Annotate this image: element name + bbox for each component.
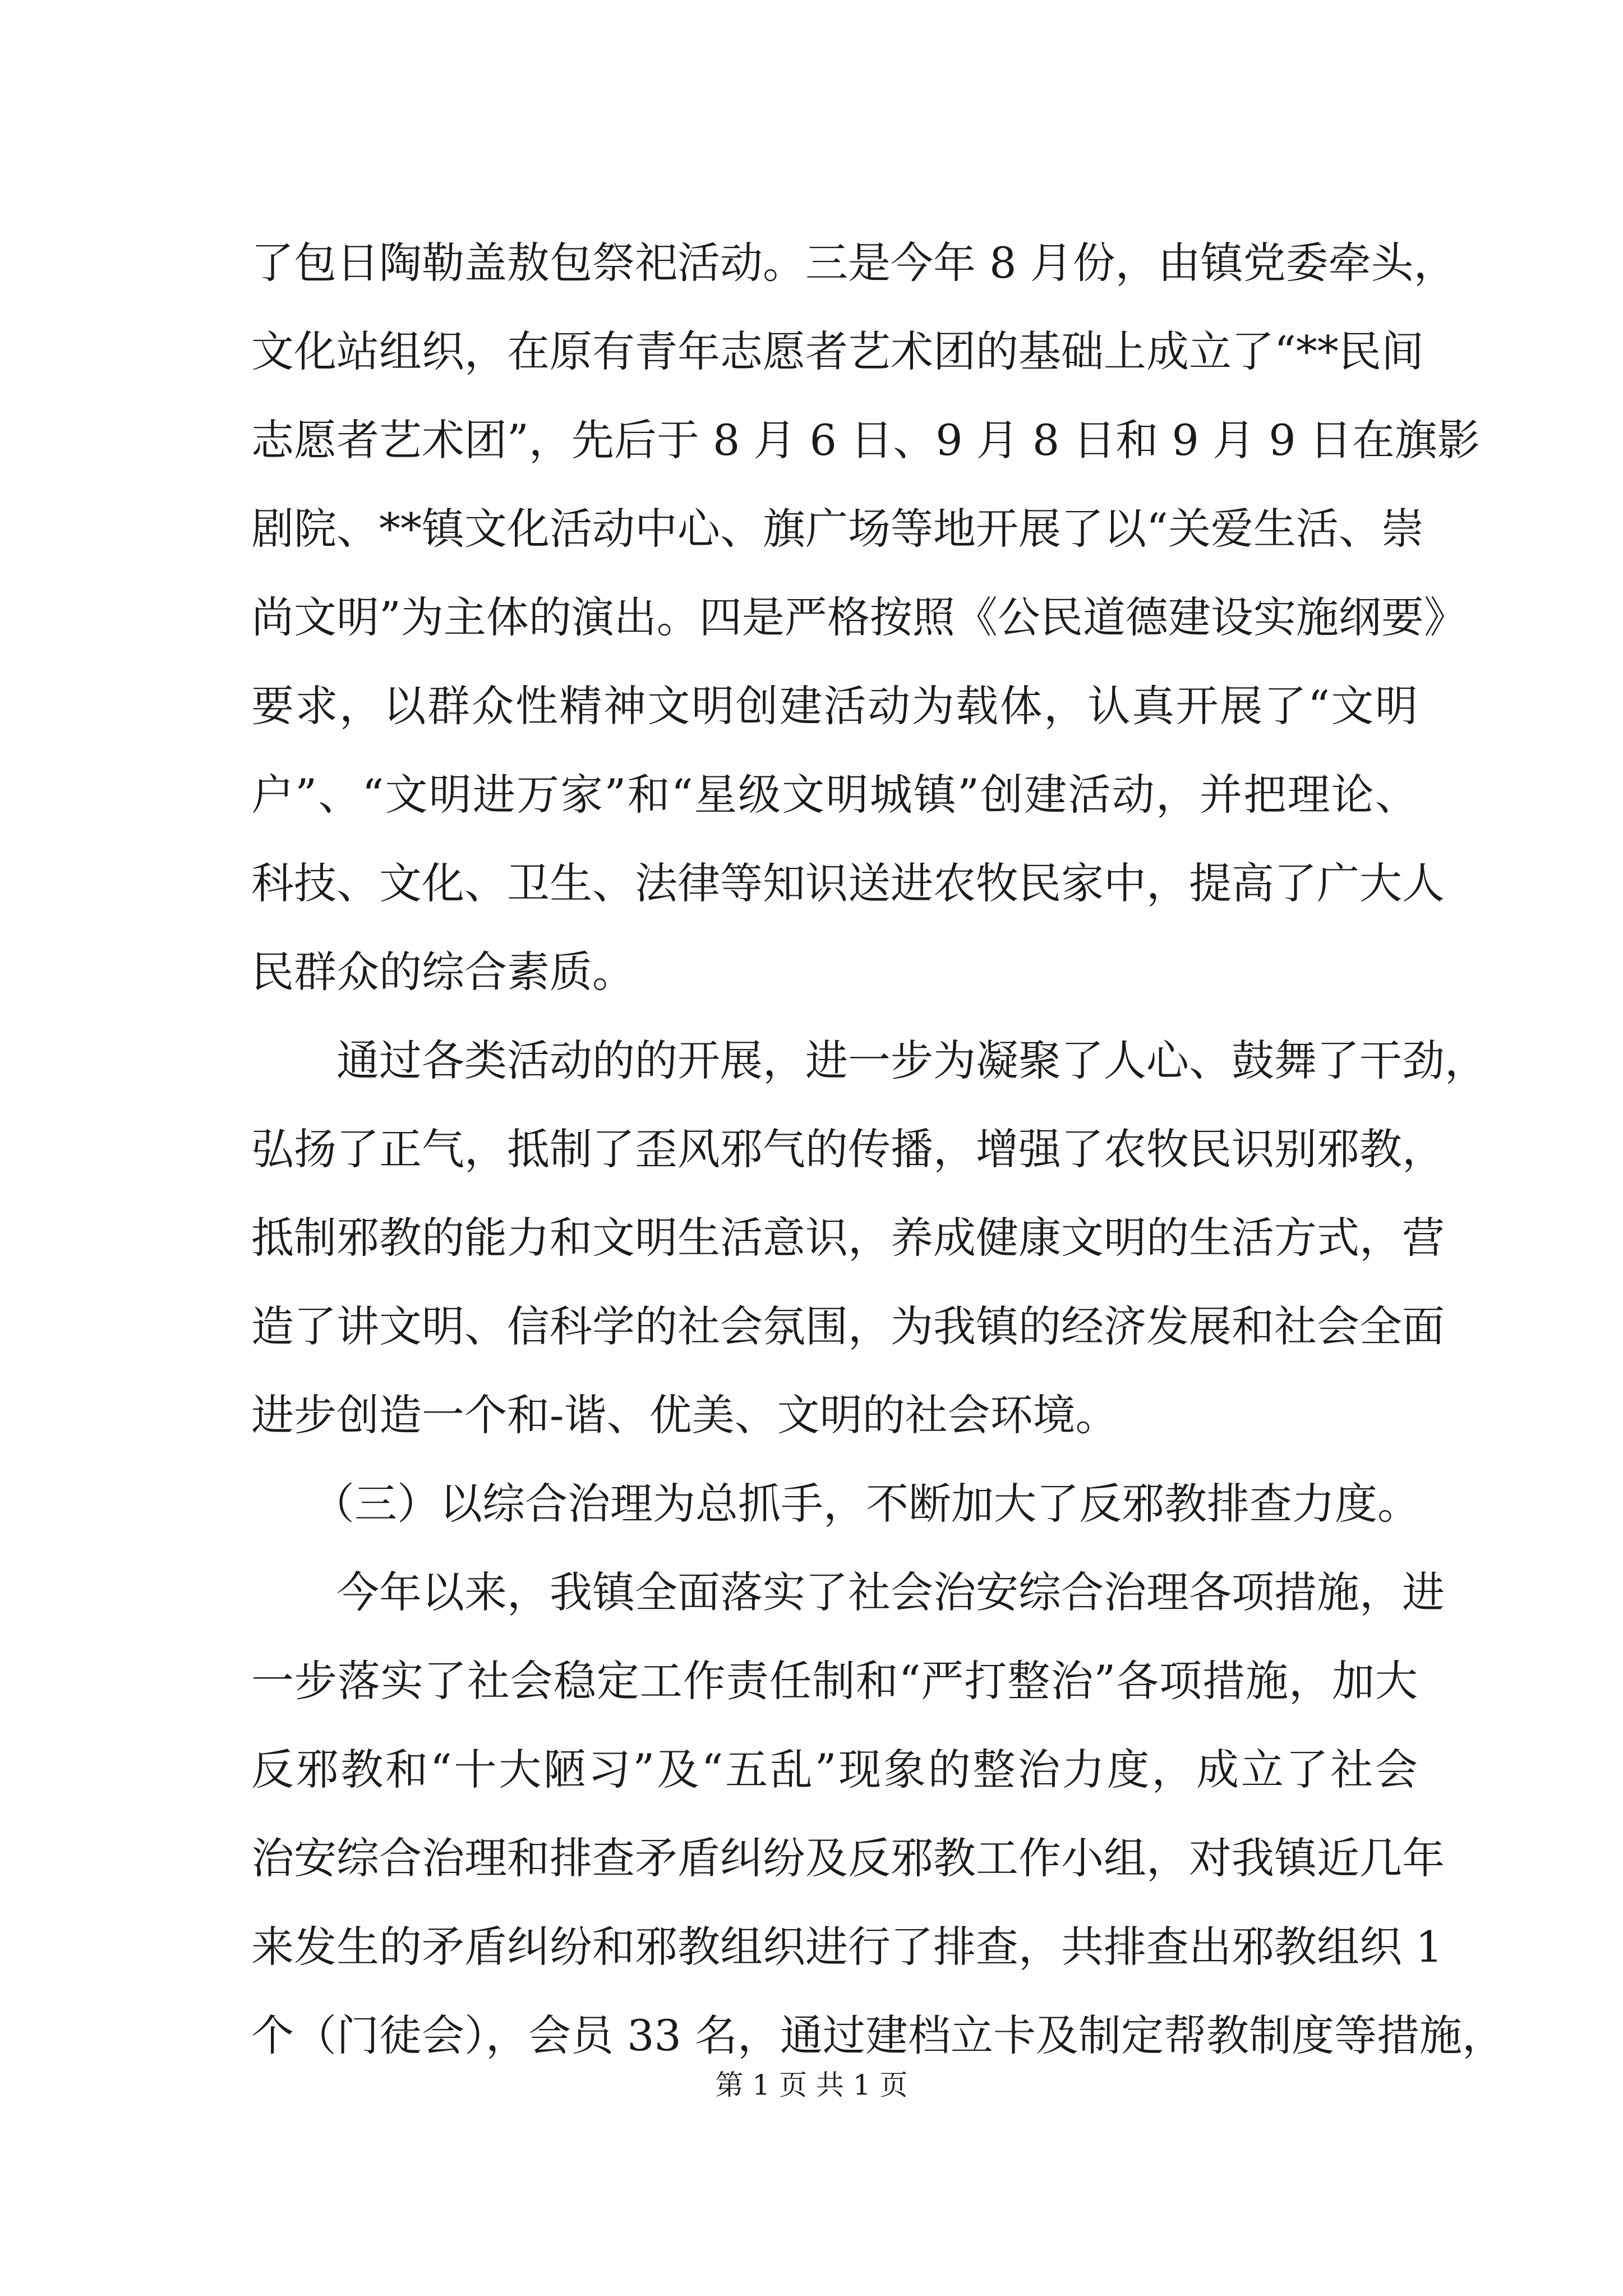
text-line: 户”、“文明进万家”和“星级文明城镇”创建活动，并把理论、 xyxy=(251,770,1418,820)
text-line: 弘扬了正气，抵制了歪风邪气的传播，增强了农牧民识别邪教， xyxy=(251,1124,1445,1174)
text-line: 了包日陶勒盖敖包祭祀活动。三是今年 8 月份，由镇党委牵头， xyxy=(251,238,1456,288)
text-line: 通过各类活动的的开展，进一步为凝聚了人心、鼓舞了干劲， xyxy=(336,1036,1487,1085)
document-body xyxy=(251,219,1505,2080)
page-footer: 第 1 页 共 1 页 xyxy=(715,2069,908,2101)
paragraph-continuation xyxy=(251,219,1480,1016)
text-line: 今年以来，我镇全面落实了社会治安综合治理各项措施，进 xyxy=(336,1567,1445,1617)
section-heading xyxy=(251,1460,1418,1548)
text-line: 反邪教和“十大陋习”及“五乱”现象的整治力度，成立了社会 xyxy=(251,1745,1418,1795)
text-line: 文化站组织，在原有青年志愿者艺术团的基础上成立了“**民间 xyxy=(251,326,1424,376)
text-line: 科技、文化、卫生、法律等知识送进农牧民家中，提高了广大人 xyxy=(251,858,1445,908)
text-line: 治安综合治理和排查矛盾纠纷及反邪教工作小组，对我镇近几年 xyxy=(251,1833,1445,1883)
text-line: 要求，以群众性精神文明创建活动为载体，认真开展了“文明 xyxy=(251,681,1418,731)
text-line: 造了讲文明、信科学的社会氛围，为我镇的经济发展和社会全面 xyxy=(251,1301,1445,1351)
text-line: 个（门徒会），会员 33 名，通过建档立卡及制定帮教制度等措施， xyxy=(251,2010,1505,2060)
text-line: 来发生的矛盾纠纷和邪教组织进行了排查，共排查出邪教组织 1 xyxy=(251,1922,1443,1972)
text-line: 抵制邪教的能力和文明生活意识，养成健康文明的生活方式，营 xyxy=(251,1213,1445,1263)
text-line: 剧院、**镇文化活动中心、旗广场等地开展了以“关爱生活、崇 xyxy=(251,504,1424,554)
text-line: 尚文明”为主体的演出。四是严格按照《公民道德建设实施纲要》 xyxy=(251,592,1467,642)
text-line: 一步落实了社会稳定工作责任制和“严打整治”各项措施，加大 xyxy=(251,1656,1418,1706)
text-line: 志愿者艺术团”，先后于 8 月 6 日、9 月 8 日和 9 月 9 日在旗影 xyxy=(251,415,1480,465)
paragraph xyxy=(251,1016,1487,1460)
heading-line: （三）以综合治理为总抓手，不断加大了反邪教排查力度。 xyxy=(312,1479,1420,1529)
paragraph xyxy=(251,1548,1505,2080)
text-line: 进步创造一个和-谐、优美、文明的社会环境。 xyxy=(251,1390,1118,1440)
text-line: 民群众的综合素质。 xyxy=(251,947,635,997)
